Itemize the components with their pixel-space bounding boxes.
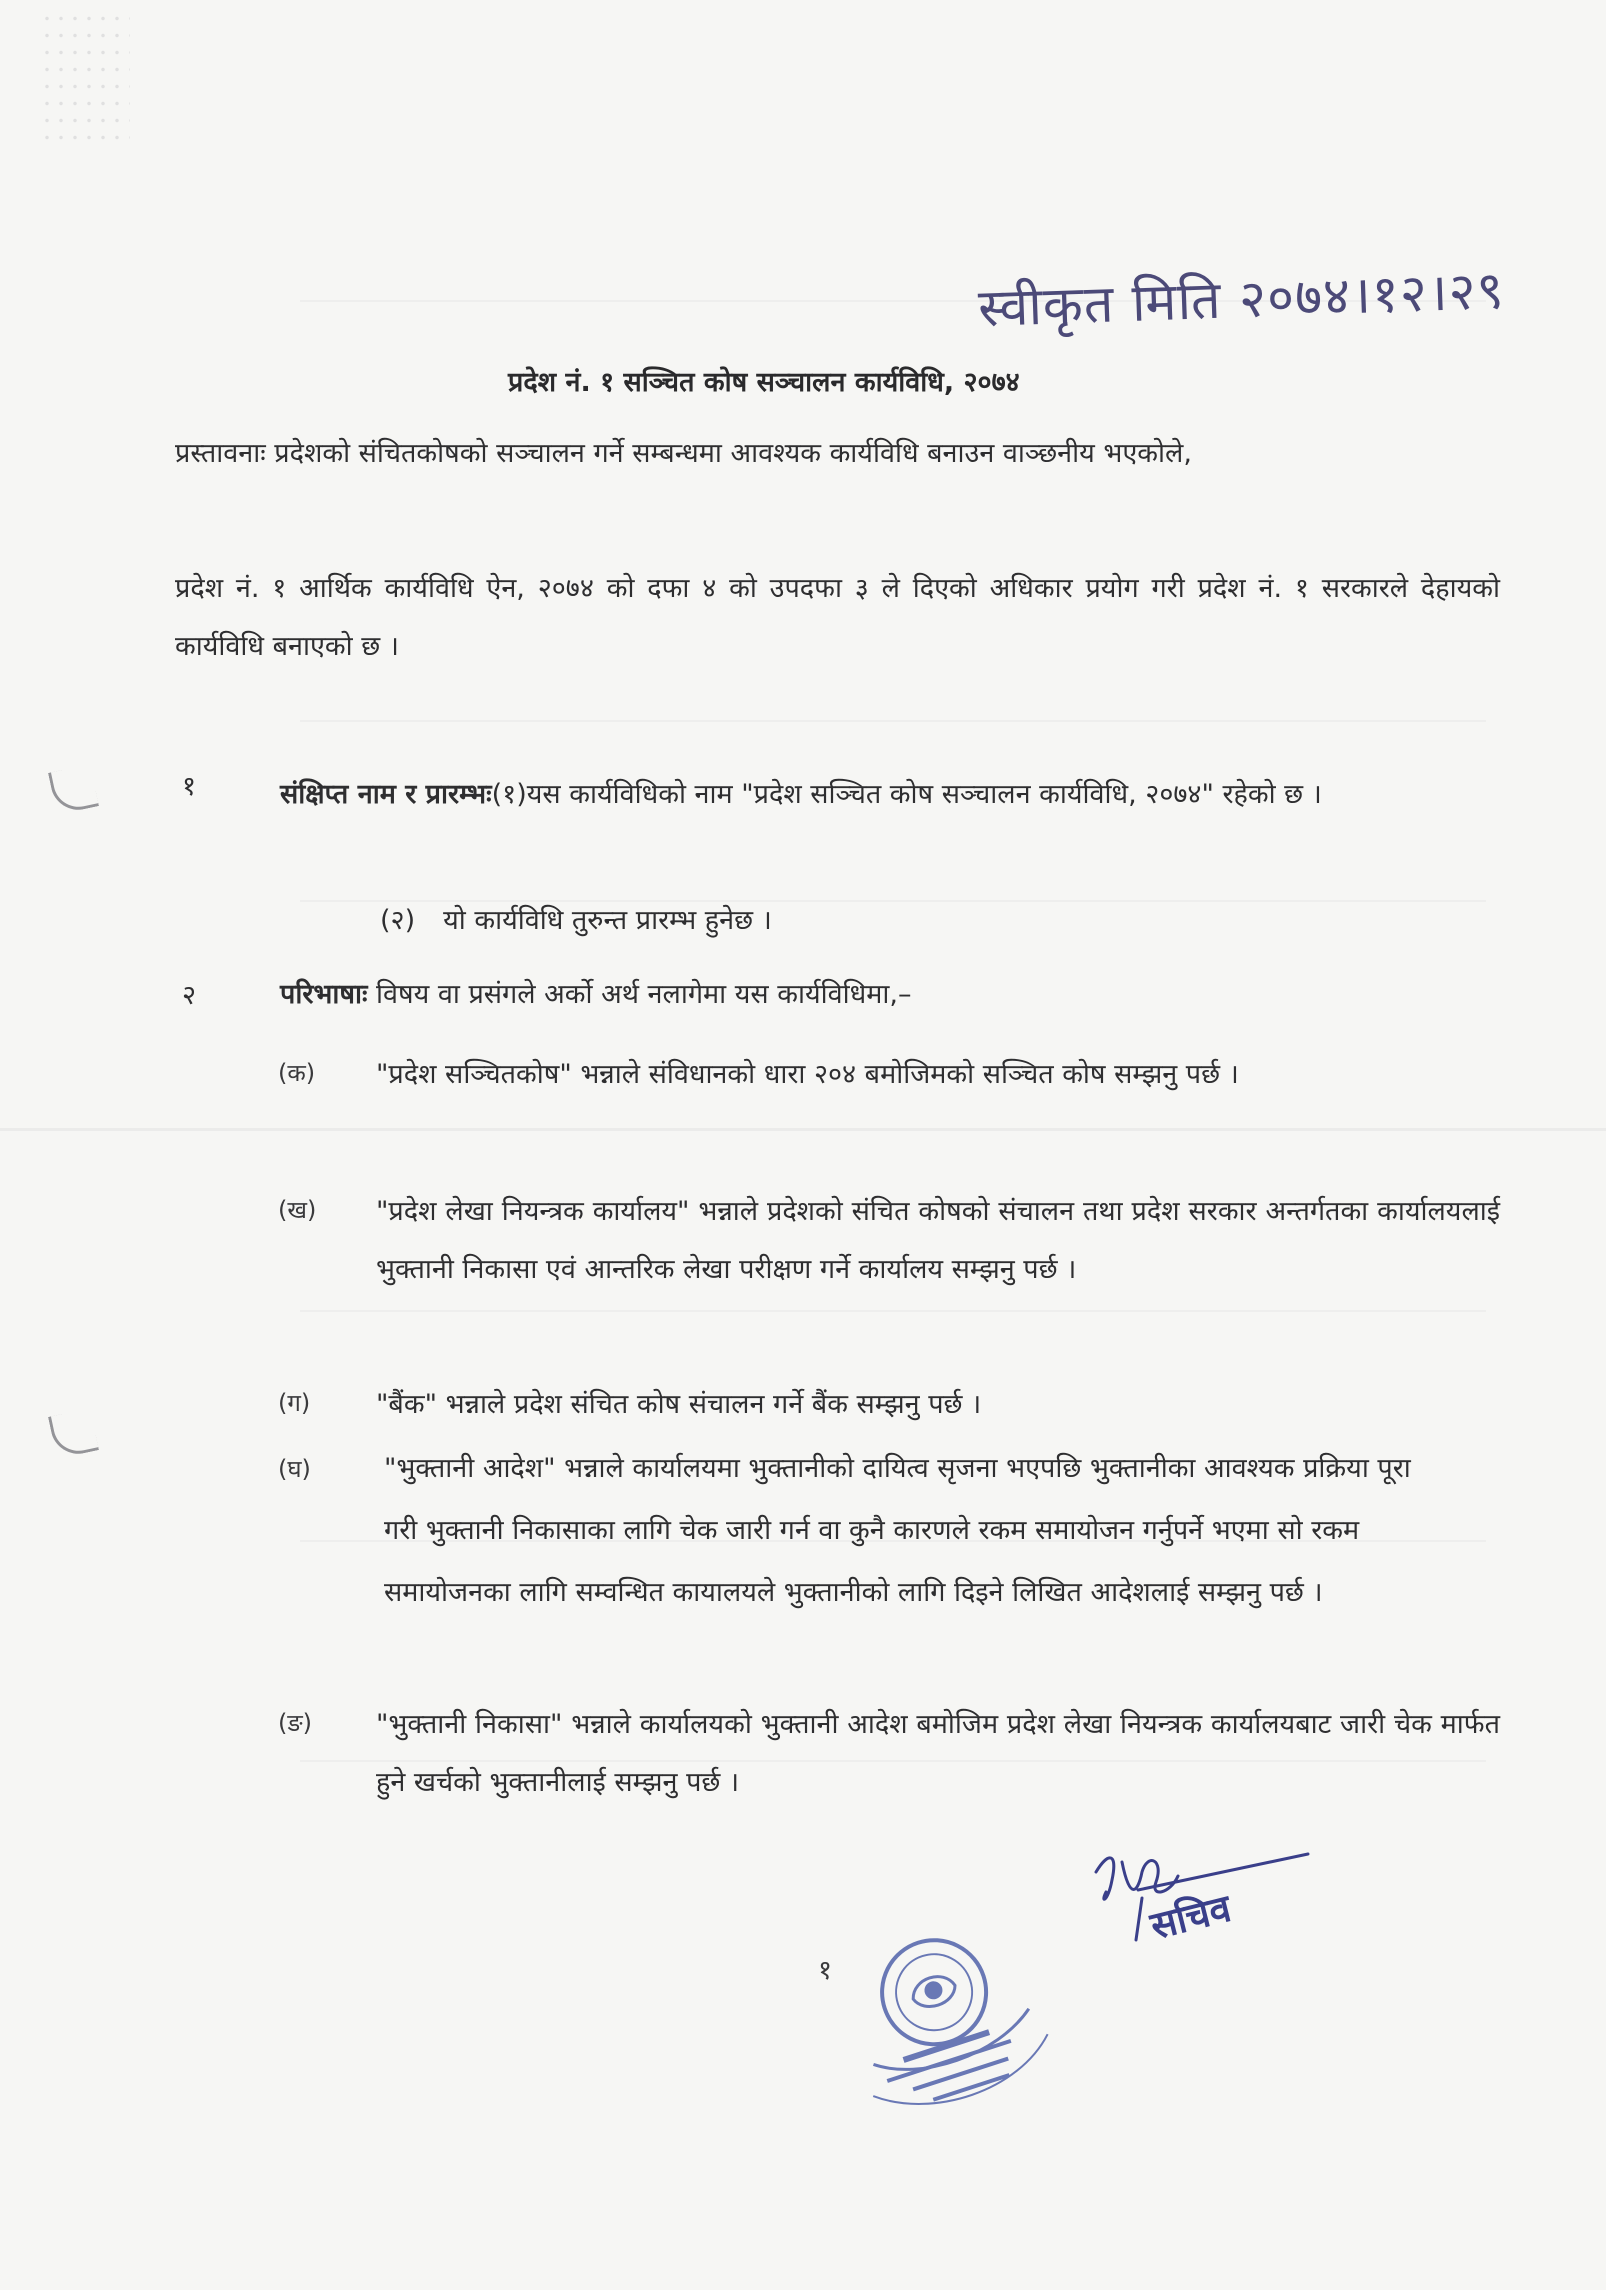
page-number: १ [818,1955,833,1986]
clause-text: "भुक्तानी आदेश" भन्नाले कार्यालयमा भुक्तानीको दायित्व सृजना भएपछि भुक्तानीका आवश्यक प्रक्रिया पूरा गरी भुक्तानी निकासाका लागि चेक जारी गर्न वा कुनै कारणले रकम समायोजन गर्नुपर्ने भएमा सो रकम समायोजनका लागि सम्वन्धित कायालयले भुक्तानीको लागि दिइने लिखित आदेशलाई सम्झनु पर्छ । [384,1453,1411,1608]
section-heading: परिभाषाः [280,979,368,1010]
clause-text: "भुक्तानी निकासा" भन्नाले कार्यालयको भुक्तानी आदेश बमोजिम प्रदेश लेखा नियन्त्रक कार्यालयबाट जारी चेक मार्फत हुने खर्चको भुक्तानीलाई सम्झनु पर्छ । [376,1709,1500,1798]
punch-hole-mark [48,764,99,815]
section-text: (१)यस कार्यविधिको नाम "प्रदेश सञ्चित कोष सञ्चालन कार्यविधि, २०७४" रहेको छ । [491,779,1322,810]
official-seal-stamp [828,1930,1068,2140]
page-fold-line [0,1128,1606,1131]
subsection-number: (२) [380,905,416,936]
section-heading: संक्षिप्त नाम र प्रारम्भः [280,779,492,810]
section-1-body [280,766,1500,824]
subsection-2 [380,900,772,937]
handwritten-approval-date: स्वीकृत मिति २०७४।१२।२९ [977,260,1506,340]
clause-text: "बैंक" भन्नाले प्रदेश संचित कोष संचालन गर्ने बैंक सम्झनु पर्छ । [376,1389,982,1420]
subsection-text: यो कार्यविधि तुरुन्त प्रारम्भ हुनेछ । [443,905,772,936]
signature-title: सचिव [1146,1885,1236,1949]
punch-hole-mark [48,1408,99,1459]
document-title: प्रदेश नं. १ सञ्चित कोष सञ्चालन कार्यविधि, २०७४ [508,367,1020,398]
preamble-paragraph: प्रस्तावनाः प्रदेशको संचितकोषको सञ्चालन गर्ने सम्बन्धमा आवश्यक कार्यविधि बनाउन वाञ्छनीय भएकोले, [175,438,1192,469]
clause-label: (ग) [278,1389,311,1417]
clause-text: "प्रदेश लेखा नियन्त्रक कार्यालय" भन्नाले प्रदेशको संचित कोषको संचालन तथा प्रदेश सरकार अन्तर्गतका कार्यालयलाई भुक्तानी निकासा एवं आन्तरिक लेखा परीक्षण गर्ने कार्यालय सम्झनु पर्छ । [376,1196,1500,1285]
bleed-through-line [300,720,1486,722]
clause-label: (ङ) [278,1709,313,1737]
section-number: १ [182,771,197,802]
clause-label: (घ) [278,1455,311,1483]
bleed-through-line [300,1310,1486,1312]
clause-label: (ख) [278,1196,317,1224]
section-2-body [280,966,1500,1024]
scan-noise [40,10,130,140]
clause-label: (क) [278,1059,316,1087]
section-number: २ [182,980,197,1011]
section-text: विषय वा प्रसंगले अर्को अर्थ नलागेमा यस कार्यविधिमा,– [376,979,912,1010]
clause-text: "प्रदेश सञ्चितकोष" भन्नाले संविधानको धारा २०४ बमोजिमको सञ्चित कोष सम्झनु पर्छ । [376,1059,1239,1090]
enactment-paragraph: प्रदेश नं. १ आर्थिक कार्यविधि ऐन, २०७४ को दफा ४ को उपदफा ३ ले दिएको अधिकार प्रयोग गरी प्रदेश नं. १ सरकारले देहायको कार्यविधि बनाएको छ । [175,573,1500,662]
